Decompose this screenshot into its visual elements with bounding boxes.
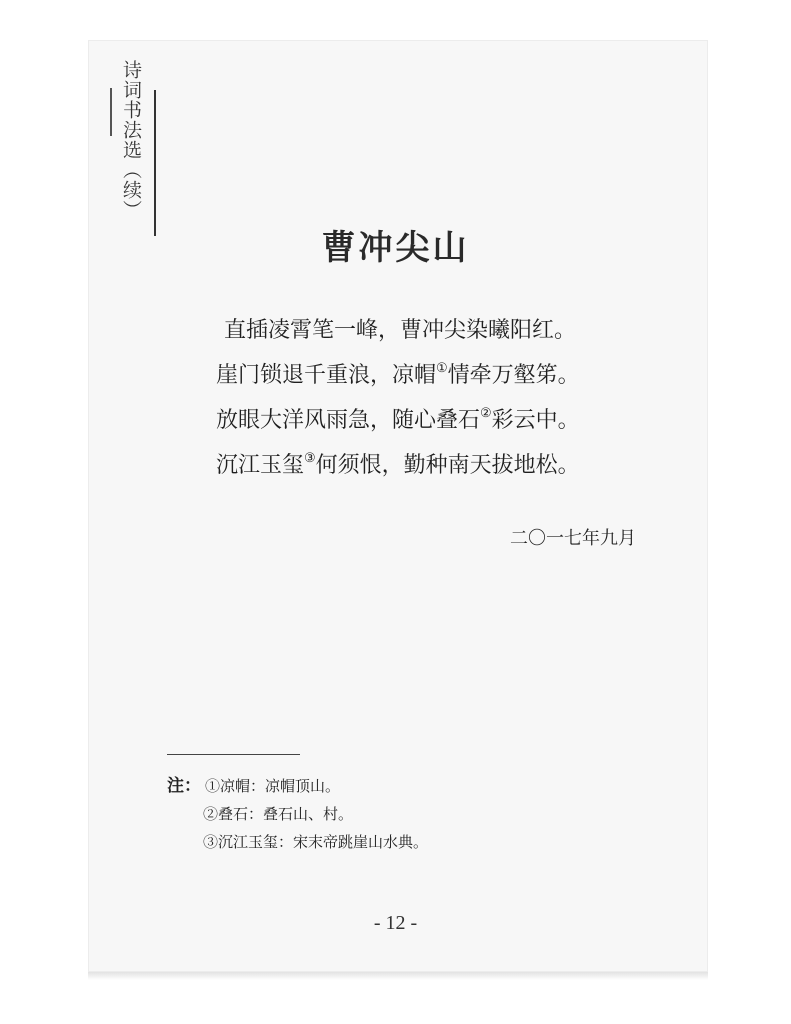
poem-line-text: 直插凌霄笔一峰，曹冲尖染曦阳红。 — [224, 318, 577, 343]
footnote-marker: ① — [436, 361, 448, 376]
poem-title: 曹冲尖山 — [321, 228, 470, 268]
footnote-item — [167, 800, 428, 828]
footnote-marker: ③ — [304, 451, 316, 466]
poem-line-text: 放眼大洋风雨急，随心叠石 — [216, 408, 481, 433]
section-header-rule — [154, 90, 156, 236]
section-header: 诗词书法选（续） — [120, 60, 142, 220]
poem-line-text: 沉江玉玺 — [216, 453, 305, 478]
poem-line-1 — [216, 312, 580, 350]
notes-label: 注： — [167, 776, 201, 796]
poem-body — [216, 312, 580, 485]
poem-line-text: 情牵万壑笫。 — [447, 363, 580, 388]
footnote-text: ③沉江玉玺：宋末帝跳崖山水典。 — [203, 833, 429, 851]
footnotes — [167, 772, 428, 856]
poem-line-text: 彩云中。 — [491, 408, 580, 433]
page-number: - 12 - — [373, 912, 418, 934]
side-decor-rule — [110, 88, 112, 136]
poem-date: 二〇一七年九月 — [510, 528, 636, 549]
poem-line-4 — [216, 440, 580, 485]
footnote-item — [167, 828, 428, 856]
poem-line-2 — [216, 350, 580, 395]
footnote-text: ②叠石：叠石山、村。 — [203, 805, 354, 823]
footnote-marker: ② — [480, 406, 492, 421]
poem-line-3 — [216, 395, 580, 440]
notes-divider — [167, 754, 300, 755]
footnote-text: ①凉帽：凉帽顶山。 — [205, 777, 341, 795]
poem-line-text: 何须恨，勤种南天拔地松。 — [315, 453, 580, 478]
poem-line-text: 崖门锁退千重浪，凉帽 — [216, 363, 437, 388]
footnote-item — [167, 772, 428, 800]
